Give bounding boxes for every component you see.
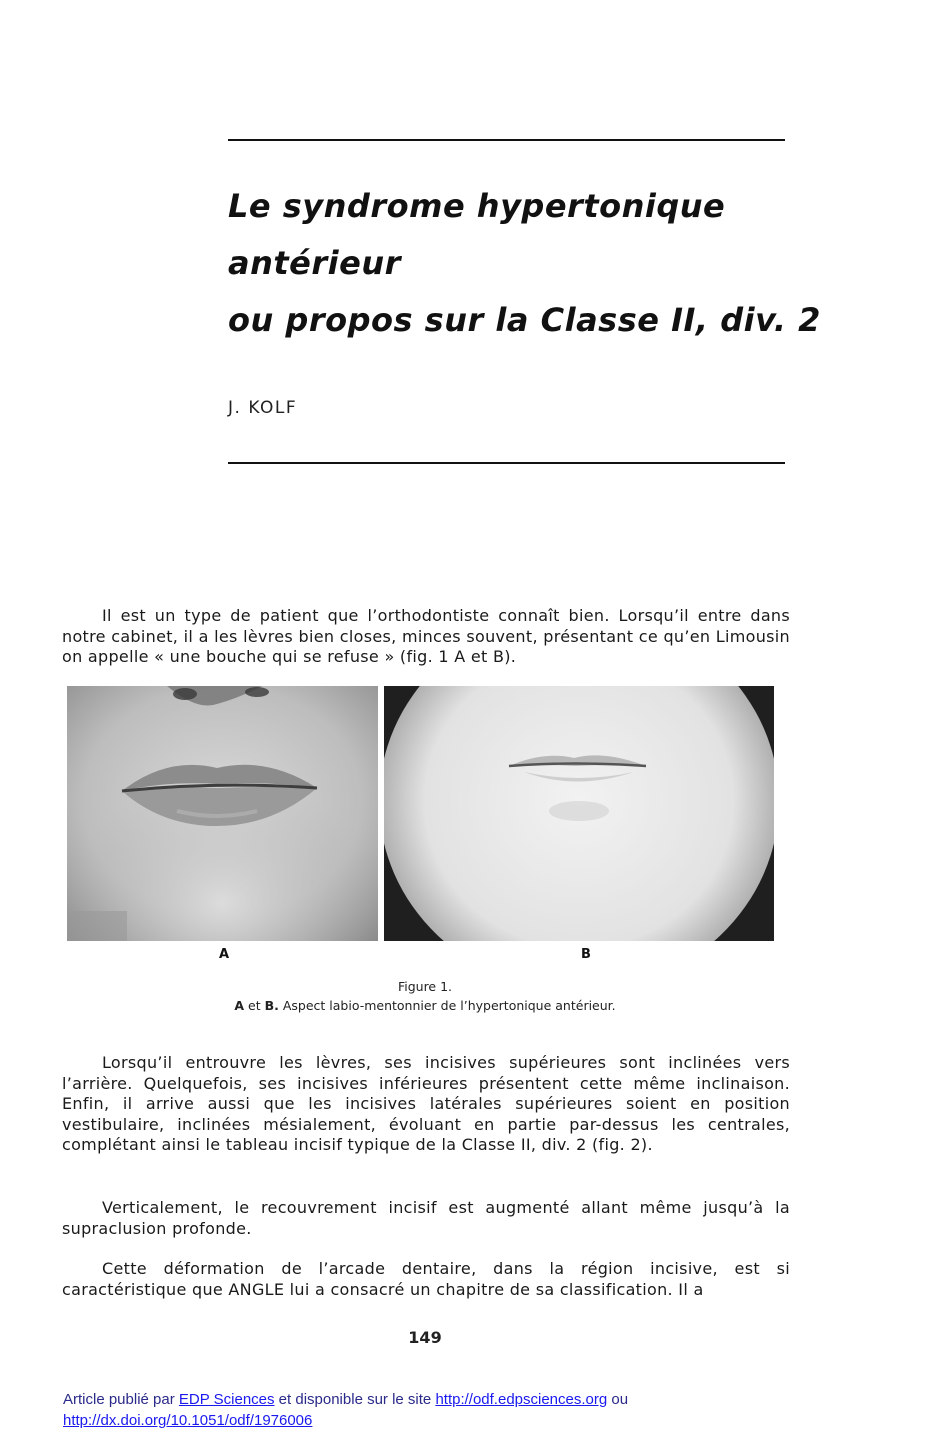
top-rule: [228, 139, 785, 141]
page-number: 149: [408, 1328, 442, 1347]
footer-suffix: ou: [607, 1391, 629, 1408]
figure-title: Figure 1.: [397, 979, 453, 994]
site-link[interactable]: http://odf.edpsciences.org: [435, 1391, 608, 1408]
figure-label-b: B: [581, 947, 591, 962]
article-title: [228, 178, 821, 349]
caption-text: Aspect labio-mentonnier de l’hypertonique antérieur.: [278, 998, 616, 1013]
paragraph-4: Cette déformation de l’arcade dentaire, dans la région incisive, est si caractéristique que ANGLE lui a consacré un chapitre de sa classification. Il a: [62, 1259, 790, 1299]
paragraph-1: Il est un type de patient que l’orthodontiste connaît bien. Lorsqu’il entre dans notre cabinet, il a les lèvres bien closes, minces souvent, présentant ce qu’en Limousin on appelle « une bouche qui se refuse » (fig. 1 A et B).: [62, 606, 790, 666]
footer-notice: [63, 1389, 628, 1431]
lips-photo-b-image: [384, 686, 774, 941]
lips-photo-a-image: [67, 686, 378, 941]
bottom-rule: [228, 462, 785, 464]
title-line-2: antérieur: [228, 244, 401, 282]
footer-prefix: Article publié par: [63, 1391, 179, 1408]
title-line-3: ou propos sur la Classe II, div. 2: [228, 301, 821, 339]
figure-photo-a: [67, 686, 378, 941]
paragraph-3: Verticalement, le recouvrement incisif est augmenté allant même jusqu’à la supraclusion profonde.: [62, 1198, 790, 1238]
caption-bold-b: B.: [264, 998, 279, 1013]
doi-link[interactable]: http://dx.doi.org/10.1051/odf/1976006: [63, 1412, 313, 1429]
paragraph-2: Lorsqu’il entrouvre les lèvres, ses incisives supérieures sont inclinées vers l’arrière. Quelquefois, ses incisives inférieures présentent cette même inclinaison. Enfin, il arrive aussi que les incisives latérales supérieures soient en position vestibulaire, inclinées mésialement, évoluant en partie par-dessus les centrales, complétant ainsi le tableau incisif typique de la Classe II, div. 2 (fig. 2).: [62, 1053, 790, 1154]
footer-middle: et disponible sur le site: [274, 1391, 436, 1408]
publisher-link[interactable]: EDP Sciences: [178, 1391, 275, 1408]
caption-conjunction: et: [244, 998, 265, 1013]
figure-caption: [0, 998, 850, 1013]
title-line-1: Le syndrome hypertonique: [228, 187, 726, 225]
author-name: J. KOLF: [228, 398, 298, 418]
figure-label-a: A: [219, 947, 230, 962]
figure-photo-b: [384, 686, 774, 941]
caption-bold-a: A: [234, 998, 245, 1013]
